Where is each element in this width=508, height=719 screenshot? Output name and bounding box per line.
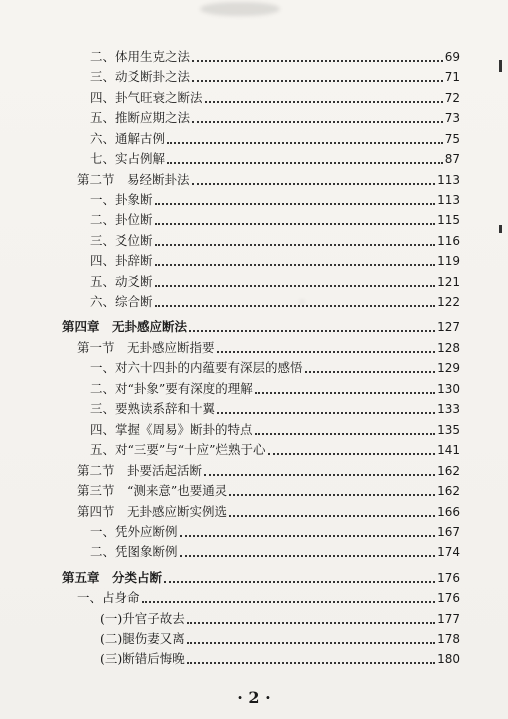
toc-entry[interactable] <box>90 43 460 65</box>
toc-entry-page: 116 <box>437 233 460 248</box>
dot-leader <box>217 350 436 353</box>
toc-entry-title: 四、卦辞断 <box>90 253 153 269</box>
toc-entry-title: 六、通解古例 <box>90 130 166 146</box>
toc-entry[interactable] <box>90 538 460 560</box>
dot-leader <box>192 59 443 62</box>
dot-leader <box>189 329 435 332</box>
toc-entry-page: 69 <box>444 49 460 64</box>
toc-entry[interactable] <box>90 416 460 438</box>
dot-leader <box>217 411 435 414</box>
toc-section-entry[interactable] <box>77 457 460 479</box>
dot-leader <box>155 263 436 266</box>
toc-entry[interactable] <box>77 584 460 606</box>
toc-entry[interactable] <box>90 125 460 147</box>
toc-entry-title: 一、凭外应断例 <box>90 524 178 539</box>
toc-entry[interactable] <box>90 63 460 85</box>
toc-entry-title: 第三节 “测来意”也要通灵 <box>77 483 228 499</box>
toc-entry-page: 113 <box>437 172 460 187</box>
toc-entry[interactable] <box>90 354 460 376</box>
toc-entry-title: 第二节 易经断卦法 <box>77 171 190 187</box>
toc-chapter-entry[interactable] <box>62 564 460 586</box>
toc-entry[interactable] <box>90 518 460 540</box>
toc-subentry[interactable] <box>100 605 460 627</box>
dot-leader <box>192 79 443 82</box>
toc-subentry[interactable] <box>100 645 460 667</box>
toc-entry-page: 174 <box>437 545 460 560</box>
dot-leader <box>187 621 435 624</box>
toc-entry-title: 二、对“卦象”要有深度的理解 <box>90 380 253 396</box>
toc-entry[interactable] <box>90 104 460 126</box>
toc-entry-title: (二)腿伤妻又离 <box>100 630 185 646</box>
toc-entry-page: 115 <box>437 213 460 228</box>
toc-entry-page: 133 <box>437 402 460 417</box>
toc-entry-title: 六、综合断 <box>90 294 153 310</box>
toc-entry-title: 一、对六十四卦的内蕴要有深层的感悟 <box>90 360 303 376</box>
toc-entry-title: 二、卦位断 <box>90 212 153 228</box>
toc-entry-title: 第四章 无卦感应断法 <box>62 319 188 335</box>
toc-entry-page: 113 <box>437 193 460 207</box>
toc-entry-title: 第一节 无卦感应断指要 <box>77 339 215 355</box>
toc-entry-title: 三、要熟读系辞和十翼 <box>90 401 216 417</box>
dot-leader <box>229 514 435 517</box>
toc-entry-page: 177 <box>437 611 460 626</box>
dot-leader <box>255 432 436 435</box>
toc-entry-title: 五、推断应期之法 <box>90 110 191 126</box>
dot-leader <box>167 141 443 144</box>
toc-entry[interactable] <box>90 288 460 310</box>
toc-entry-title: 一、占身命 <box>77 590 140 606</box>
toc-entry[interactable] <box>90 375 460 397</box>
toc-entry-page: 73 <box>444 111 460 126</box>
toc-entry[interactable] <box>90 145 460 167</box>
toc-entry-page: 127 <box>437 320 460 335</box>
toc-entry-title: (一)升官子故去 <box>100 610 185 626</box>
toc-entry-page: 176 <box>437 591 460 606</box>
toc-entry-page: 128 <box>437 340 460 355</box>
dot-leader <box>305 370 436 373</box>
dot-leader <box>268 452 436 455</box>
toc-entry[interactable] <box>90 227 460 249</box>
toc-entry-page: 166 <box>437 504 460 519</box>
toc-entry-title: 二、凭图象断例 <box>90 544 178 560</box>
toc-entry-title: 三、爻位断 <box>90 232 153 248</box>
toc-entry-title: 二、体用生克之法 <box>90 48 191 64</box>
toc-entry[interactable] <box>90 436 460 458</box>
toc-entry-title: 七、实占例解 <box>90 151 166 167</box>
toc-entry-page: 75 <box>444 131 460 146</box>
toc-entry-page: 119 <box>437 254 460 269</box>
toc-entry-title: 一、卦象断 <box>90 192 153 207</box>
toc-entry[interactable] <box>90 395 460 417</box>
dot-leader <box>155 243 436 246</box>
toc-entry-page: 72 <box>444 90 460 105</box>
dot-leader <box>205 100 443 103</box>
margin-mark <box>499 225 502 233</box>
dot-leader <box>255 391 435 394</box>
toc-entry-title: 四、卦气旺衰之断法 <box>90 89 203 105</box>
dot-leader <box>142 600 436 603</box>
toc-entry-page: 87 <box>444 152 460 167</box>
toc-entry-page: 176 <box>437 570 460 585</box>
toc-entry-title: 五、动爻断 <box>90 273 153 289</box>
dot-leader <box>155 304 436 307</box>
dot-leader <box>192 182 436 185</box>
toc-entry[interactable] <box>90 206 460 228</box>
toc-entry[interactable] <box>90 186 460 208</box>
toc-section-entry[interactable] <box>77 477 460 499</box>
toc-entry-page: 130 <box>437 381 460 396</box>
scan-smudge <box>200 2 280 16</box>
toc-entry-page: 141 <box>437 443 460 458</box>
dot-leader <box>187 641 435 644</box>
dot-leader <box>167 161 443 164</box>
dot-leader <box>155 284 436 287</box>
toc-entry-page: 162 <box>437 484 460 499</box>
toc-entry-title: 第五章 分类占断 <box>62 569 163 585</box>
dot-leader <box>192 120 443 123</box>
toc-entry[interactable] <box>90 84 460 106</box>
toc-entry-title: 第四节 无卦感应断实例选 <box>77 503 228 519</box>
toc-entry-page: 162 <box>437 463 460 478</box>
dot-leader <box>164 580 435 583</box>
toc-entry-page: 71 <box>444 70 460 85</box>
toc-chapter-entry[interactable] <box>62 313 460 335</box>
toc-entry-title: 四、掌握《周易》断卦的特点 <box>90 421 253 437</box>
dot-leader <box>187 661 435 664</box>
margin-mark <box>499 60 502 72</box>
toc-section-entry[interactable] <box>77 334 460 356</box>
dot-leader <box>204 473 435 476</box>
toc-entry-title: 五、对“三要”与“十应”烂熟于心 <box>90 442 266 458</box>
toc-section-entry[interactable] <box>77 498 460 520</box>
toc-entry-title: 三、动爻断卦之法 <box>90 69 191 85</box>
toc-entry-title: 第二节 卦要活起活断 <box>77 462 203 478</box>
dot-leader <box>155 222 436 225</box>
page-number: · 2 · <box>237 688 271 707</box>
toc-entry-page: 180 <box>437 652 460 667</box>
dot-leader <box>180 554 436 557</box>
dot-leader <box>180 534 436 537</box>
dot-leader <box>155 202 436 205</box>
toc-entry[interactable] <box>90 268 460 290</box>
toc-entry[interactable] <box>90 247 460 269</box>
toc-entry-page: 178 <box>437 631 460 646</box>
dot-leader <box>229 493 435 496</box>
toc-entry-page: 121 <box>437 274 460 289</box>
toc-section-entry[interactable] <box>77 166 460 188</box>
toc-entry-title: (三)断错后悔晚 <box>100 651 185 667</box>
toc-subentry[interactable] <box>100 625 460 647</box>
toc-entry-page: 122 <box>437 295 460 310</box>
toc-entry-page: 135 <box>437 422 460 437</box>
toc-entry-page: 167 <box>437 525 460 539</box>
toc-entry-page: 129 <box>437 361 460 376</box>
